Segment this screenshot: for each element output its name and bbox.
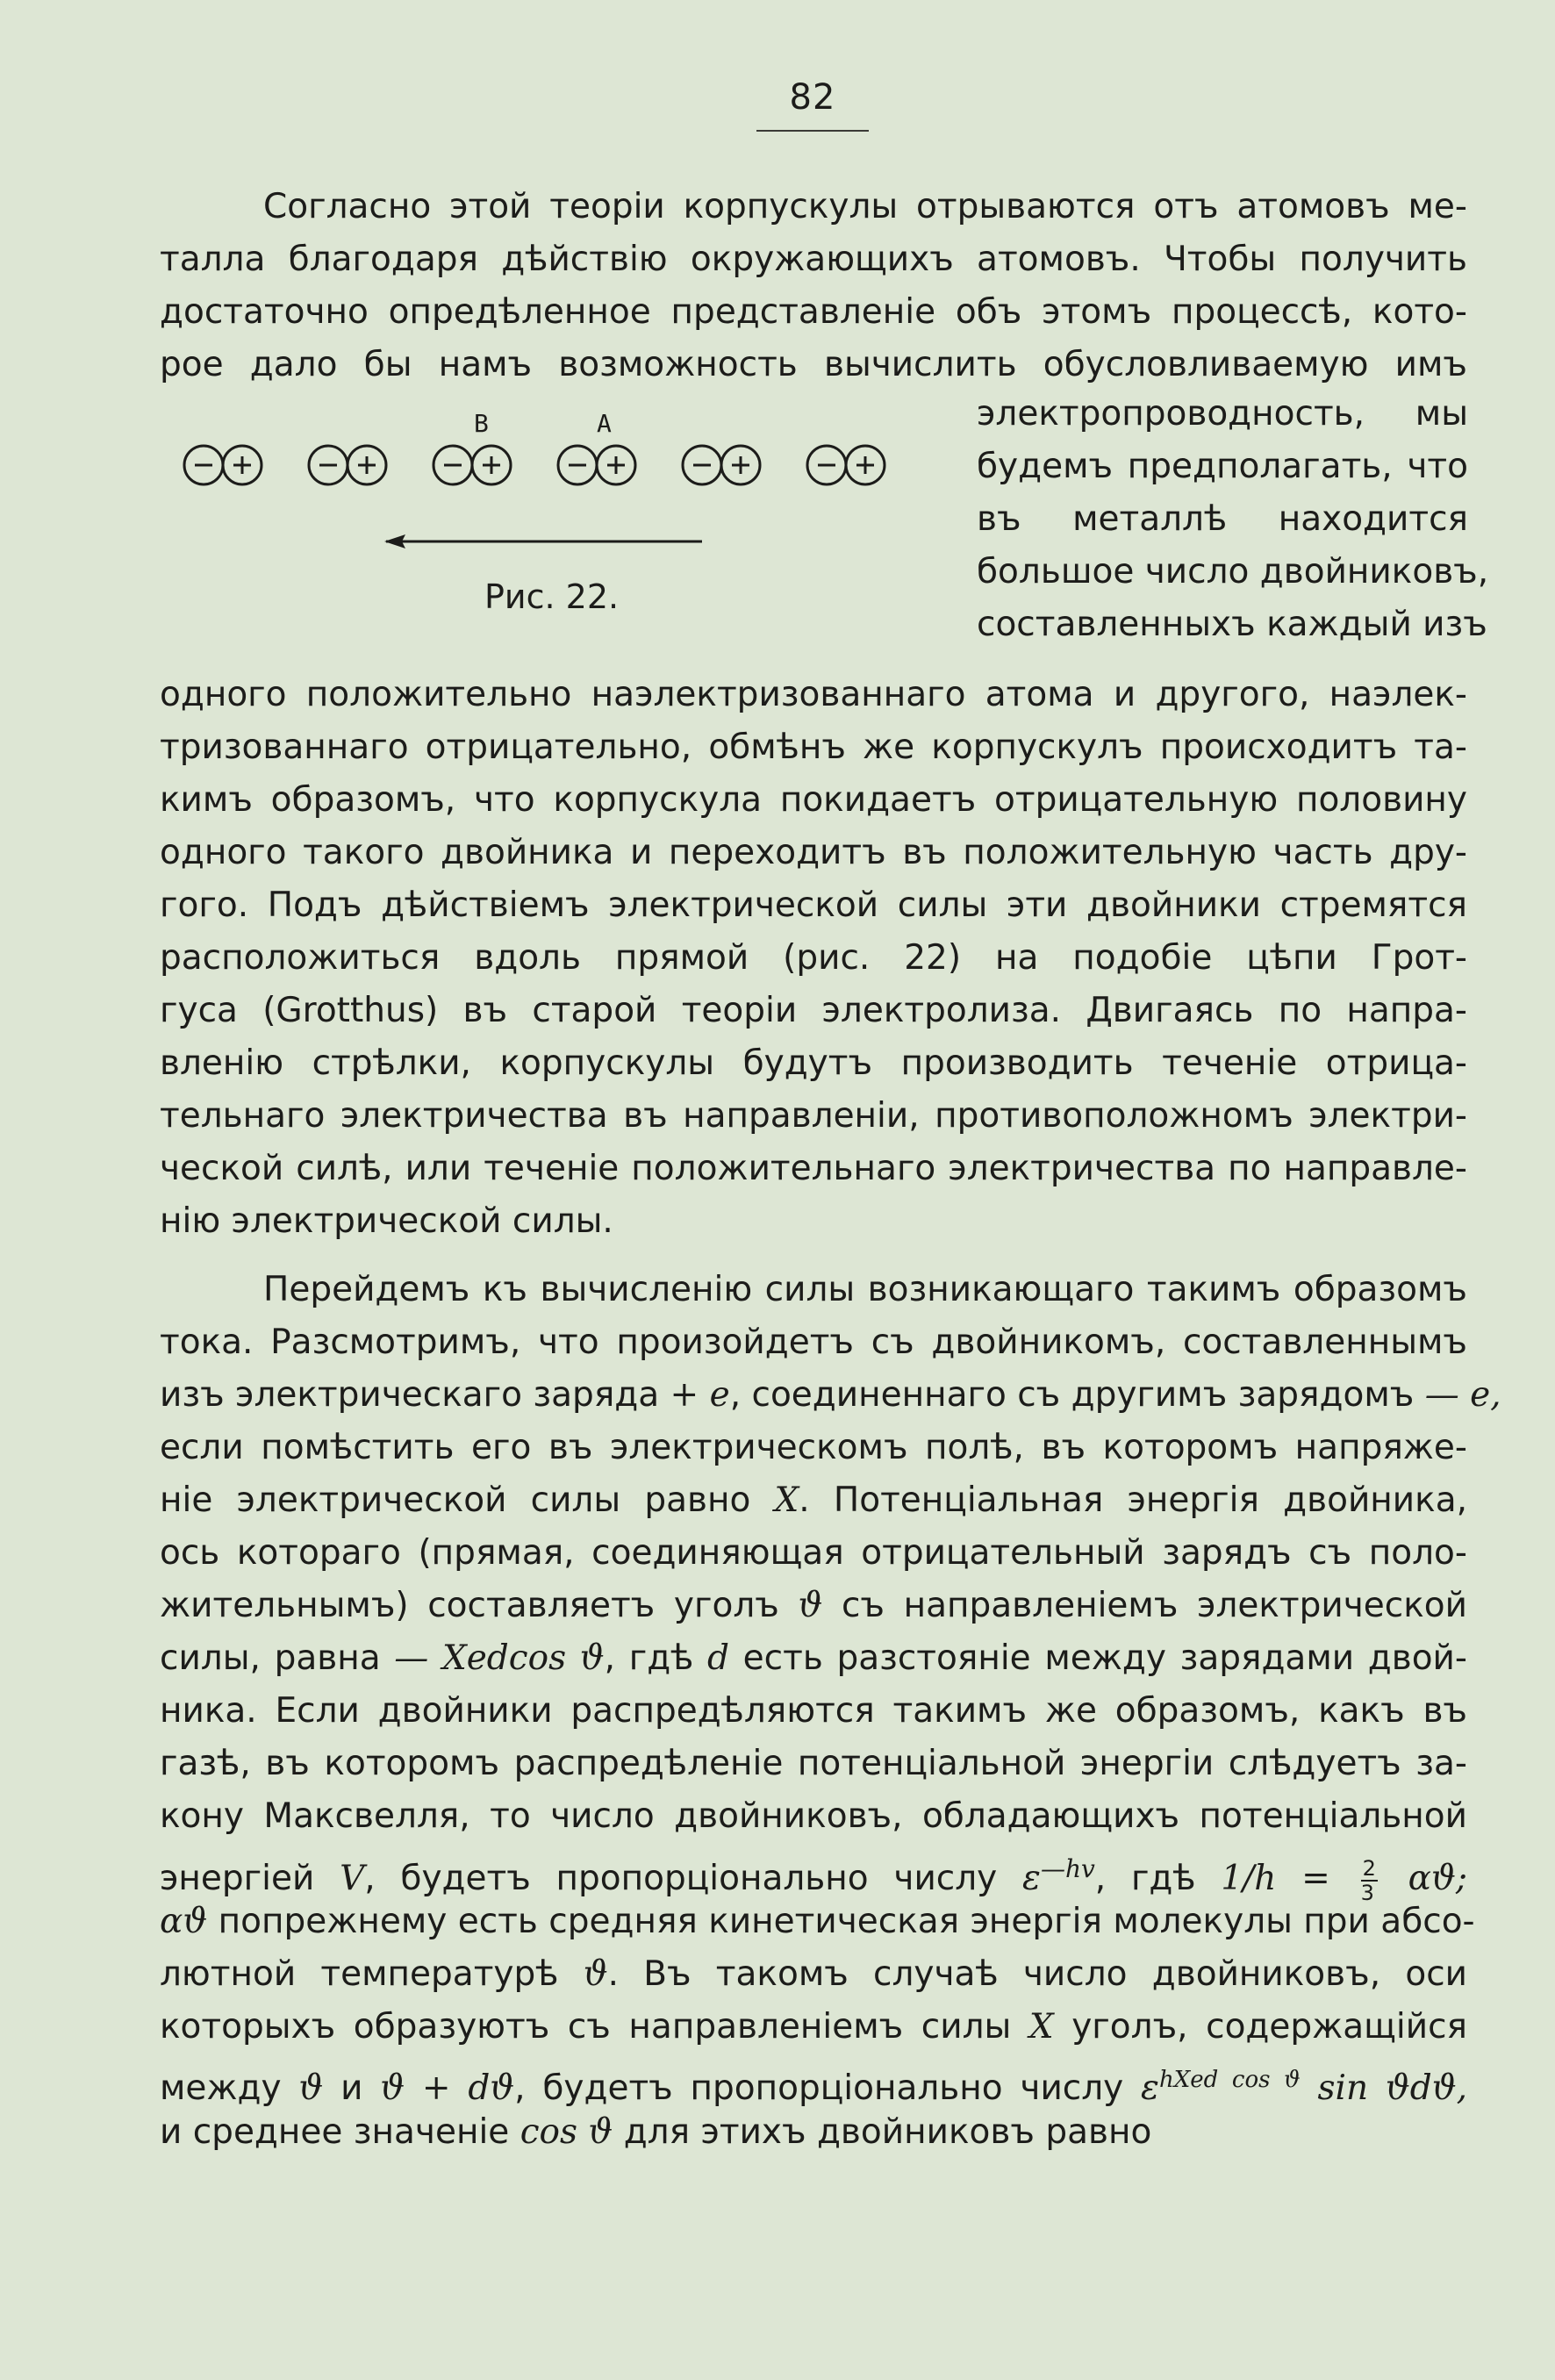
text-line: газѣ, въ которомъ распредѣленіе потенціальной энергіи слѣдуетъ за- [160, 1744, 1467, 1783]
text-run: , гдѣ [604, 1638, 708, 1678]
math-plus-e: + e [670, 1375, 730, 1415]
math-alpha-theta: αϑ [160, 1902, 208, 1941]
text-line: Согласно этой теоріи корпускулы отрываются отъ атомовъ ме- [263, 187, 1467, 226]
text-line: ось котораго (прямая, соединяющая отрицательный зарядъ съ поло- [160, 1533, 1467, 1573]
text-run: есть разстояніе между зарядами двой- [729, 1638, 1467, 1678]
text-run: , гдѣ [1094, 1859, 1222, 1898]
dipole-b [434, 446, 511, 484]
paragraph-2 [160, 1264, 1501, 2159]
text-line: ника. Если двойники распредѣляются такимъ же образомъ, какъ въ [160, 1691, 1467, 1731]
math-cos-theta: cos ϑ [520, 2112, 613, 2152]
math-theta: ϑ [298, 2068, 324, 2108]
text-run: изъ электрическаго заряда [160, 1375, 670, 1415]
math-one-over-h: 1/h = [1221, 1859, 1356, 1898]
text-run: . Въ такомъ случаѣ число двойниковъ, оси [607, 1954, 1468, 1994]
text-run: , будетъ пропорціонально числу [514, 2068, 1142, 2108]
text-run: жительнымъ) составляетъ уголъ [160, 1586, 799, 1625]
math-minus-e: — e, [1424, 1375, 1501, 1415]
math-exponent: hXed cos ϑ [1158, 2067, 1301, 2093]
text-line: если помѣстить его въ электрическомъ полѣ, въ которомъ напряже- [160, 1428, 1467, 1467]
text-line: Перейдемъ къ вычисленію силы возникающаго такимъ образомъ [263, 1270, 1467, 1309]
text-run: и [323, 2068, 381, 2108]
text-line [160, 1896, 1475, 1948]
dipole [309, 446, 386, 484]
math-theta: ϑ [583, 1954, 608, 1994]
text-run: , соединеннаго съ другимъ зарядомъ [729, 1375, 1425, 1415]
text-line: нію электрической силы. [160, 1201, 613, 1241]
label-b: B [474, 409, 489, 438]
text-run: попрежнему есть средняя кинетическая энергія молекулы при абсо- [207, 1902, 1475, 1941]
text-line: тока. Разсмотримъ, что произойдетъ съ двойникомъ, составленнымъ [160, 1323, 1467, 1362]
text-run: энергіей [160, 1859, 340, 1898]
fraction-denominator: 3 [1360, 1880, 1374, 1905]
text-line: тельнаго электричества въ направленіи, противоположномъ электри- [160, 1096, 1467, 1136]
text-run: которыхъ образуютъ съ направленіемъ силы [160, 2007, 1029, 2047]
text-line [160, 2054, 1467, 2106]
math-theta-plus-dtheta: ϑ + dϑ [380, 2068, 515, 2108]
text-line [160, 2106, 1467, 2159]
text-line [160, 1474, 1467, 1527]
text-run: и среднее значеніе [160, 2112, 520, 2152]
text-run: для этихъ двойниковъ равно [613, 2112, 1152, 2152]
math-alpha-theta: αϑ; [1382, 1859, 1467, 1898]
dipole [683, 446, 760, 484]
text-line: составленныхъ каждый изъ [977, 605, 1487, 644]
text-line: ческой силѣ, или теченіе положительнаго электричества по направле- [160, 1149, 1467, 1188]
figure-caption: Рис. 22. [484, 577, 620, 616]
math-exponent: —hv [1040, 1854, 1095, 1883]
math-epsilon: ε [1022, 1859, 1041, 1898]
text-line: достаточно опредѣленное представленіе объ этомъ процессѣ, кото- [160, 292, 1467, 332]
text-line [160, 1843, 1467, 1905]
page-number-rule [756, 130, 869, 132]
text-line: тризованнаго отрицательно, обмѣнъ же корпускулъ происходитъ та- [160, 728, 1467, 767]
label-a: A [597, 409, 612, 438]
text-line: электропроводность, мы [977, 394, 1468, 434]
math-epsilon: ε [1141, 2068, 1159, 2108]
paragraph-1-right-column [977, 388, 1489, 651]
text-run: силы, равна [160, 1638, 395, 1678]
text-line: расположиться вдоль прямой (рис. 22) на подобіе цѣпи Грот- [160, 938, 1467, 978]
text-line: талла благодаря дѣйствію окружающихъ атомовъ. Чтобы получить [160, 240, 1467, 279]
math-x: X [774, 1480, 799, 1520]
page-number: 82 [789, 77, 836, 118]
text-run: уголъ, содержащійся [1053, 2007, 1467, 2047]
text-line [160, 1948, 1467, 2001]
text-line: будемъ предполагать, что [977, 447, 1468, 486]
math-potential-energy: — Xedcos ϑ [394, 1638, 605, 1678]
text-run: лютной температурѣ [160, 1954, 584, 1994]
dipole [184, 446, 262, 484]
dipole-chain-diagram [176, 404, 930, 579]
math-d: d [707, 1638, 729, 1678]
text-line: кону Максвелля, то число двойниковъ, обладающихъ потенціальной [160, 1796, 1467, 1836]
text-run: между [160, 2068, 299, 2108]
text-line: одного положительно наэлектризованнаго атома и другого, наэлек- [160, 675, 1467, 714]
text-run: , будетъ пропорціонально числу [364, 1859, 1022, 1898]
math-theta: ϑ [798, 1586, 823, 1625]
text-line [160, 1632, 1467, 1685]
text-line: большое число двойниковъ, [977, 552, 1489, 591]
text-line: кимъ образомъ, что корпускула покидаетъ отрицательную половину [160, 780, 1467, 820]
math-v: V [340, 1859, 365, 1898]
text-line: въ металлѣ находится [977, 499, 1468, 539]
text-run: . Потенціальная энергія двойника, [799, 1480, 1467, 1520]
text-line: вленію стрѣлки, корпускулы будутъ производить теченіе отрица- [160, 1043, 1467, 1083]
text-line: гого. Подъ дѣйствіемъ электрической силы эти двойники стремятся [160, 885, 1467, 925]
dipole-group [184, 446, 885, 484]
fraction-numerator: 2 [1362, 1855, 1376, 1881]
math-x: X [1028, 2007, 1054, 2047]
math-sin-term: sin ϑdϑ, [1300, 2068, 1468, 2108]
text-run: съ направленіемъ электрической [822, 1586, 1467, 1625]
paragraph-1-top [160, 181, 1467, 391]
text-line: одного такого двойника и переходитъ въ положительную часть дру- [160, 833, 1467, 872]
text-line [160, 1369, 1501, 1422]
text-line [160, 2001, 1467, 2054]
dipole [807, 446, 885, 484]
text-line: рое дало бы намъ возможность вычислить обусловливаемую имъ [160, 345, 1467, 384]
text-line: гуса (Grotthus) въ старой теоріи электролиза. Двигаясь по напра- [160, 991, 1467, 1030]
paragraph-1-rest [160, 669, 1467, 1248]
text-run: ніе электрической силы равно [160, 1480, 775, 1520]
dipole-a [558, 446, 635, 484]
text-line [160, 1580, 1467, 1632]
